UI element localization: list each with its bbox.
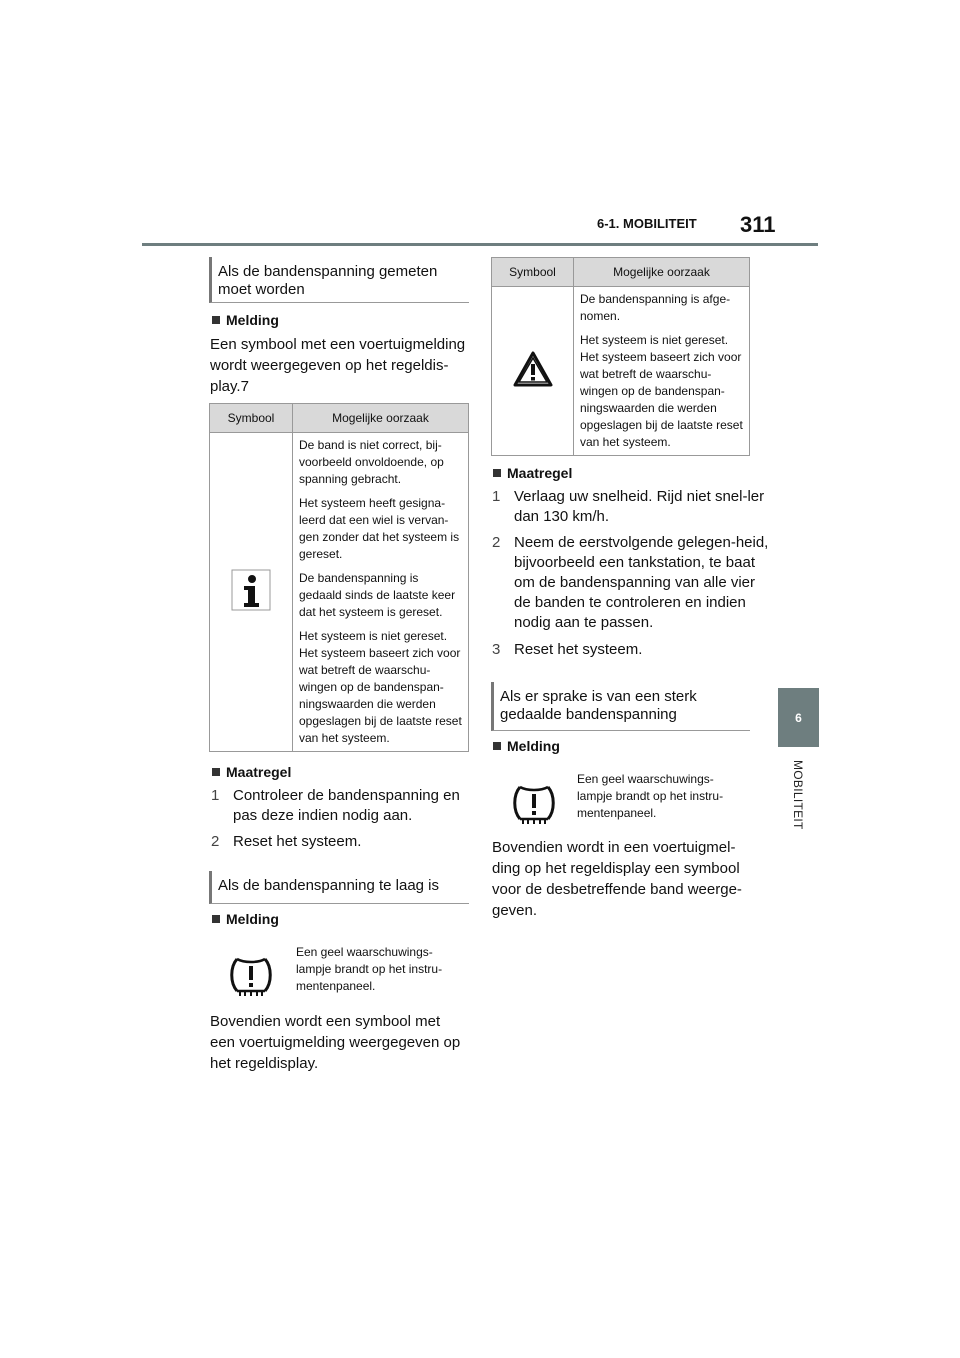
section-heading-low-pressure: Als de bandenspanning te laag is: [209, 871, 469, 904]
step-text: Reset het systeem.: [514, 641, 643, 658]
table-header-cause: Mogelijke oorzaak: [574, 258, 750, 287]
melding-heading: [212, 312, 279, 328]
cause-item: Het systeem heeft gesigna-leerd dat een wiel is vervan-gen zonder dat het systeem is gereset.: [299, 496, 460, 561]
table-header-symbol: Symbool: [492, 258, 574, 287]
chapter-label-container: [770, 760, 826, 838]
bullet-square-icon: [493, 742, 501, 750]
bullet-square-icon: [212, 768, 220, 776]
chapter-tab: [778, 688, 819, 747]
step-number: 2: [492, 534, 501, 551]
section-title: 6-1. MOBILITEIT: [597, 216, 697, 231]
cause-item: De bandenspanning is afge-nomen.: [580, 292, 731, 323]
step-text: Reset het systeem.: [233, 833, 362, 850]
table-header-cause: Mogelijke oorzaak: [293, 404, 469, 433]
warning-note: Een geel waarschuwings-lampje brandt op het instru-mentenpaneel.: [296, 945, 443, 993]
melding-heading: [493, 738, 560, 754]
maatregel-heading-label: Maatregel: [226, 764, 292, 780]
info-icon: [231, 569, 271, 611]
step-number: 1: [211, 787, 220, 804]
step-item: [211, 832, 488, 852]
melding-heading: [212, 911, 279, 927]
tire-pressure-warning-icon: [228, 955, 274, 997]
chapter-label: MOBILITEIT: [791, 760, 805, 830]
section-heading-strong-drop: Als er sprake is van een sterk gedaalde bandenspanning: [491, 682, 750, 731]
step-text: Verlaag uw snelheid. Rijd niet snel-ler dan 130 km/h.: [514, 488, 765, 525]
header-divider: [142, 243, 818, 246]
bullet-square-icon: [212, 915, 220, 923]
melding-text: Een symbool met een voertuigmelding wordt weergegeven op het regeldis-play.7: [210, 336, 466, 395]
maatregel-heading: [212, 764, 291, 780]
tire-pressure-warning-icon: [511, 783, 557, 825]
cause-item: De bandenspanning is gedaald sinds de laatste keer dat het systeem is gereset.: [299, 571, 456, 619]
maatregel-heading: [493, 465, 572, 481]
melding-heading-label: Melding: [226, 312, 279, 328]
step-item: [492, 487, 770, 527]
bullet-square-icon: [493, 469, 501, 477]
table-cause-cell: [293, 433, 469, 752]
section-heading-measure: Als de bandenspanning gemeten moet worden: [209, 257, 469, 303]
bullet-square-icon: [212, 316, 220, 324]
maatregel-heading-label: Maatregel: [507, 465, 573, 481]
step-item: [211, 786, 488, 826]
step-number: 3: [492, 641, 501, 658]
melding-heading-label: Melding: [507, 738, 560, 754]
table-symbol-cell: [210, 433, 293, 752]
page-number: 311: [740, 212, 776, 237]
warning-note: Een geel waarschuwings-lampje brandt op het instru-mentenpaneel.: [577, 772, 724, 820]
symbol-table-info: [209, 403, 469, 752]
table-cause-cell: [574, 287, 750, 456]
step-number: 1: [492, 488, 501, 505]
table-header-symbol: Symbool: [210, 404, 293, 433]
table-symbol-cell: [492, 287, 574, 456]
step-text: Neem de eerstvolgende gelegen-heid, bijvoorbeeld een tankstation, te baat om de bandenspanning van alle vier de banden te controleren en indien nodig aan te passen.: [514, 534, 769, 631]
step-number: 2: [211, 833, 220, 850]
melding-text: Bovendien wordt in een voertuigmel-ding op het regeldisplay een symbool voor de desbetreffende band weerge-geven.: [492, 839, 742, 919]
chapter-number: 6: [795, 710, 802, 725]
melding-text: Bovendien wordt een symbool met een voertuigmelding weergegeven op het regeldisplay.: [210, 1013, 461, 1072]
melding-heading-label: Melding: [226, 911, 279, 927]
cause-item: Het systeem is niet gereset. Het systeem baseert zich voor wat betreft de waarschu-wingen op de bandenspan-ningswaarden die werden opgeslagen bij de laatste reset van het systeem.: [580, 333, 743, 449]
cause-item: De band is niet correct, bij-voorbeeld onvoldoende, op spanning gebracht.: [299, 438, 444, 486]
step-text: Controleer de bandenspanning en pas deze indien nodig aan.: [233, 787, 460, 824]
step-item: [492, 640, 770, 660]
symbol-table-warning: [491, 257, 750, 456]
warning-triangle-icon: [513, 351, 553, 387]
step-item: [492, 533, 770, 633]
cause-item: Het systeem is niet gereset. Het systeem baseert zich voor wat betreft de waarschu-wingen op de bandenspan-ningswaarden die werden opgeslagen bij de laatste reset van het systeem.: [299, 629, 462, 745]
